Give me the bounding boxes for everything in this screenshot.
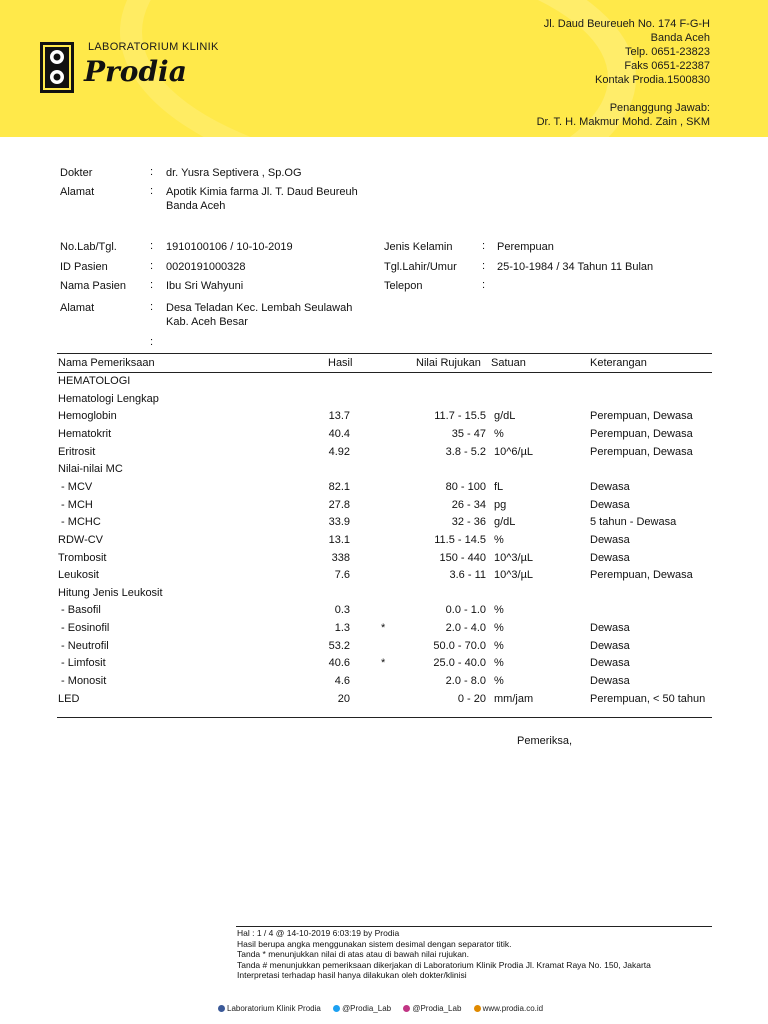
cell-satuan: %	[494, 604, 504, 616]
colon: :	[150, 240, 154, 252]
cell-hasil: 13.7	[328, 410, 350, 422]
cell-rujukan: 50.0 - 70.0	[433, 640, 486, 652]
cell-nama: - Basofil	[58, 604, 101, 616]
footer-line: Tanda * menunjukkan nilai di atas atau di bawah nilai rujukan.	[237, 949, 470, 959]
cell-hasil: 7.6	[334, 569, 350, 581]
telepon-label: Telepon	[384, 280, 423, 292]
website-link[interactable]: www.prodia.co.id	[474, 1004, 543, 1013]
cell-nama: - Neutrofil	[58, 640, 109, 652]
cell-keterangan: Dewasa	[590, 534, 630, 546]
colon: :	[150, 260, 154, 272]
cell-rujukan: 11.7 - 15.5	[434, 410, 486, 422]
cell-keterangan: Perempuan, Dewasa	[590, 446, 693, 458]
letterhead	[0, 0, 768, 137]
jenis-kelamin-label: Jenis Kelamin	[384, 241, 453, 253]
id-pasien-label: ID Pasien	[60, 261, 108, 273]
cell-rujukan: 150 - 440	[439, 552, 486, 564]
cell-nama: LED	[58, 693, 80, 705]
cell-keterangan: Dewasa	[590, 640, 630, 652]
colon: :	[150, 279, 154, 291]
footer-line: Interpretasi terhadap hasil hanya dilakukan oleh dokter/klinisi	[237, 970, 467, 980]
alamat-pasien-line1: Desa Teladan Kec. Lembah Seulawah	[166, 302, 353, 314]
cell-hasil: 33.9	[328, 516, 350, 528]
cell-satuan: mm/jam	[494, 693, 534, 705]
cell-nama: Trombosit	[58, 552, 107, 564]
cell-rujukan: 0 - 20	[457, 693, 486, 705]
cell-hasil: 40.4	[328, 428, 350, 440]
footer-rule	[236, 926, 712, 927]
prodia-logo-icon	[40, 42, 74, 93]
twitter-link[interactable]: @Prodia_Lab	[333, 1004, 391, 1013]
alamat-dokter-line1: Apotik Kimia farma Jl. T. Daud Beureuh	[166, 186, 358, 198]
brand-logo-text: Prodia	[84, 55, 187, 88]
cell-nama: Eritrosit	[58, 446, 96, 458]
cell-satuan: %	[494, 534, 504, 546]
alamat-dokter-line2: Banda Aceh	[166, 200, 226, 212]
alamat-dokter-label: Alamat	[60, 186, 95, 198]
cell-nama: - Eosinofil	[58, 622, 110, 634]
cell-keterangan: 5 tahun - Dewasa	[590, 516, 677, 528]
colon: :	[482, 240, 486, 252]
colon: :	[150, 301, 154, 313]
cell-rujukan: 0.0 - 1.0	[445, 604, 486, 616]
responsible-name: Dr. T. H. Makmur Mohd. Zain , SKM	[536, 116, 710, 128]
nolab-value: 1910100106 / 10-10-2019	[166, 241, 293, 253]
cell-keterangan: Dewasa	[590, 622, 630, 634]
lab-label: LABORATORIUM KLINIK	[88, 41, 219, 53]
cell-satuan: %	[494, 428, 504, 440]
address-line: Jl. Daud Beureueh No. 174 F-G-H	[543, 18, 710, 30]
cell-hasil: 338	[331, 552, 350, 564]
cell-keterangan: Perempuan, Dewasa	[590, 428, 693, 440]
col-header-rujukan: Nilai Rujukan	[416, 357, 481, 369]
cell-satuan: fL	[494, 481, 504, 493]
cell-satuan: %	[494, 622, 504, 634]
cell-satuan: g/dL	[494, 516, 516, 528]
cell-rujukan: 35 - 47	[451, 428, 486, 440]
colon: :	[482, 279, 486, 291]
id-pasien-value: 0020191000328	[166, 261, 246, 273]
cell-keterangan: Perempuan, Dewasa	[590, 569, 693, 581]
nama-pasien-value: Ibu Sri Wahyuni	[166, 280, 244, 292]
cell-hasil: 13.1	[328, 534, 350, 546]
col-header-hasil: Hasil	[328, 357, 353, 369]
cell-keterangan: Perempuan, Dewasa	[590, 410, 693, 422]
cell-hasil: 1.3	[334, 622, 350, 634]
cell-flag: *	[381, 657, 386, 669]
footer-line: Tanda # menunjukkan pemeriksaan dikerjakan di Laboratorium Klinik Prodia Jl. Kramat Raya No. 150, Jakarta	[237, 959, 651, 970]
colon: :	[150, 336, 154, 348]
footer-line: Hasil berupa angka menggunakan sistem desimal dengan separator titik.	[237, 938, 512, 949]
cell-satuan: 10^3/µL	[494, 552, 534, 564]
twitter-icon	[333, 1005, 340, 1012]
cell-hasil: 20	[337, 693, 350, 705]
cell-nama: - MCH	[58, 499, 93, 511]
cell-keterangan: Dewasa	[590, 675, 630, 687]
pemeriksa-label: Pemeriksa,	[517, 735, 573, 747]
table-header-rule	[57, 372, 712, 373]
instagram-icon	[403, 1005, 410, 1012]
cell-rujukan: 11.5 - 14.5	[434, 534, 486, 546]
alamat-pasien-line2: Kab. Aceh Besar	[166, 316, 248, 328]
address-line: Kontak Prodia.1500830	[595, 74, 710, 86]
col-header-satuan: Satuan	[491, 357, 526, 369]
address-line: Faks 0651-22387	[624, 60, 710, 72]
cell-keterangan: Dewasa	[590, 657, 630, 669]
cell-nama: RDW-CV	[58, 534, 104, 546]
facebook-icon	[218, 1005, 225, 1012]
cell-rujukan: 3.8 - 5.2	[445, 446, 486, 458]
instagram-link[interactable]: @Prodia_Lab	[403, 1004, 461, 1013]
table-bottom-rule	[57, 717, 712, 718]
cell-rujukan: 32 - 36	[451, 516, 486, 528]
dokter-label: Dokter	[60, 167, 93, 179]
table-top-rule	[57, 353, 712, 354]
dokter-value: dr. Yusra Septivera , Sp.OG	[166, 167, 302, 179]
footer-line: Hal : 1 / 4 @ 14-10-2019 6:03:19 by Prodia	[237, 928, 400, 938]
col-header-nama: Nama Pemeriksaan	[58, 357, 155, 369]
cell-hasil: 27.8	[328, 499, 350, 511]
social-links	[218, 1004, 553, 1013]
cell-satuan: 10^6/µL	[494, 446, 534, 458]
cell-hasil: 40.6	[328, 657, 350, 669]
cell-hasil: 4.6	[334, 675, 350, 687]
cell-nama: Nilai-nilai MC	[58, 463, 123, 475]
cell-rujukan: 26 - 34	[451, 499, 486, 511]
nama-pasien-label: Nama Pasien	[60, 280, 127, 292]
lab-address	[537, 17, 710, 129]
cell-satuan: %	[494, 657, 504, 669]
cell-nama: Hematologi Lengkap	[58, 393, 159, 405]
cell-satuan: pg	[494, 499, 507, 511]
cell-nama: Hemoglobin	[58, 410, 117, 422]
nolab-label: No.Lab/Tgl.	[60, 241, 117, 253]
tgl-lahir-value: 25-10-1984 / 34 Tahun 11 Bulan	[497, 261, 654, 273]
cell-keterangan: Dewasa	[590, 481, 630, 493]
responsible-label: Penanggung Jawab:	[609, 102, 710, 114]
cell-hasil: 0.3	[334, 604, 350, 616]
cell-satuan: 10^3/µL	[494, 569, 534, 581]
globe-icon	[474, 1005, 481, 1012]
tgl-lahir-label: Tgl.Lahir/Umur	[384, 261, 457, 273]
cell-satuan: %	[494, 675, 504, 687]
cell-nama: Hematokrit	[58, 428, 112, 440]
cell-rujukan: 2.0 - 4.0	[445, 622, 486, 634]
address-line: Banda Aceh	[650, 32, 710, 44]
cell-rujukan: 25.0 - 40.0	[433, 657, 486, 669]
cell-rujukan: 3.6 - 11	[449, 569, 486, 581]
cell-hasil: 4.92	[328, 446, 350, 458]
footer-notes	[237, 928, 717, 981]
cell-keterangan: Perempuan, < 50 tahun	[590, 693, 706, 705]
cell-nama: - Monosit	[58, 675, 107, 687]
colon: :	[150, 166, 154, 178]
cell-nama: HEMATOLOGI	[58, 375, 131, 387]
colon: :	[150, 185, 154, 197]
cell-hasil: 53.2	[328, 640, 350, 652]
colon: :	[482, 260, 486, 272]
col-header-keterangan: Keterangan	[590, 357, 647, 369]
facebook-link[interactable]: Laboratorium Klinik Prodia	[218, 1004, 321, 1013]
cell-flag: *	[381, 622, 386, 634]
alamat-pasien-label: Alamat	[60, 302, 95, 314]
cell-nama: - MCHC	[58, 516, 101, 528]
cell-nama: - MCV	[58, 481, 93, 493]
cell-nama: - Limfosit	[58, 657, 106, 669]
cell-satuan: g/dL	[494, 410, 516, 422]
cell-keterangan: Dewasa	[590, 499, 630, 511]
address-line: Telp. 0651-23823	[624, 46, 710, 58]
jenis-kelamin-value: Perempuan	[497, 241, 554, 253]
cell-keterangan: Dewasa	[590, 552, 630, 564]
cell-nama: Leukosit	[58, 569, 99, 581]
cell-satuan: %	[494, 640, 504, 652]
cell-nama: Hitung Jenis Leukosit	[58, 587, 163, 599]
cell-rujukan: 80 - 100	[445, 481, 486, 493]
cell-rujukan: 2.0 - 8.0	[445, 675, 486, 687]
cell-hasil: 82.1	[328, 481, 350, 493]
